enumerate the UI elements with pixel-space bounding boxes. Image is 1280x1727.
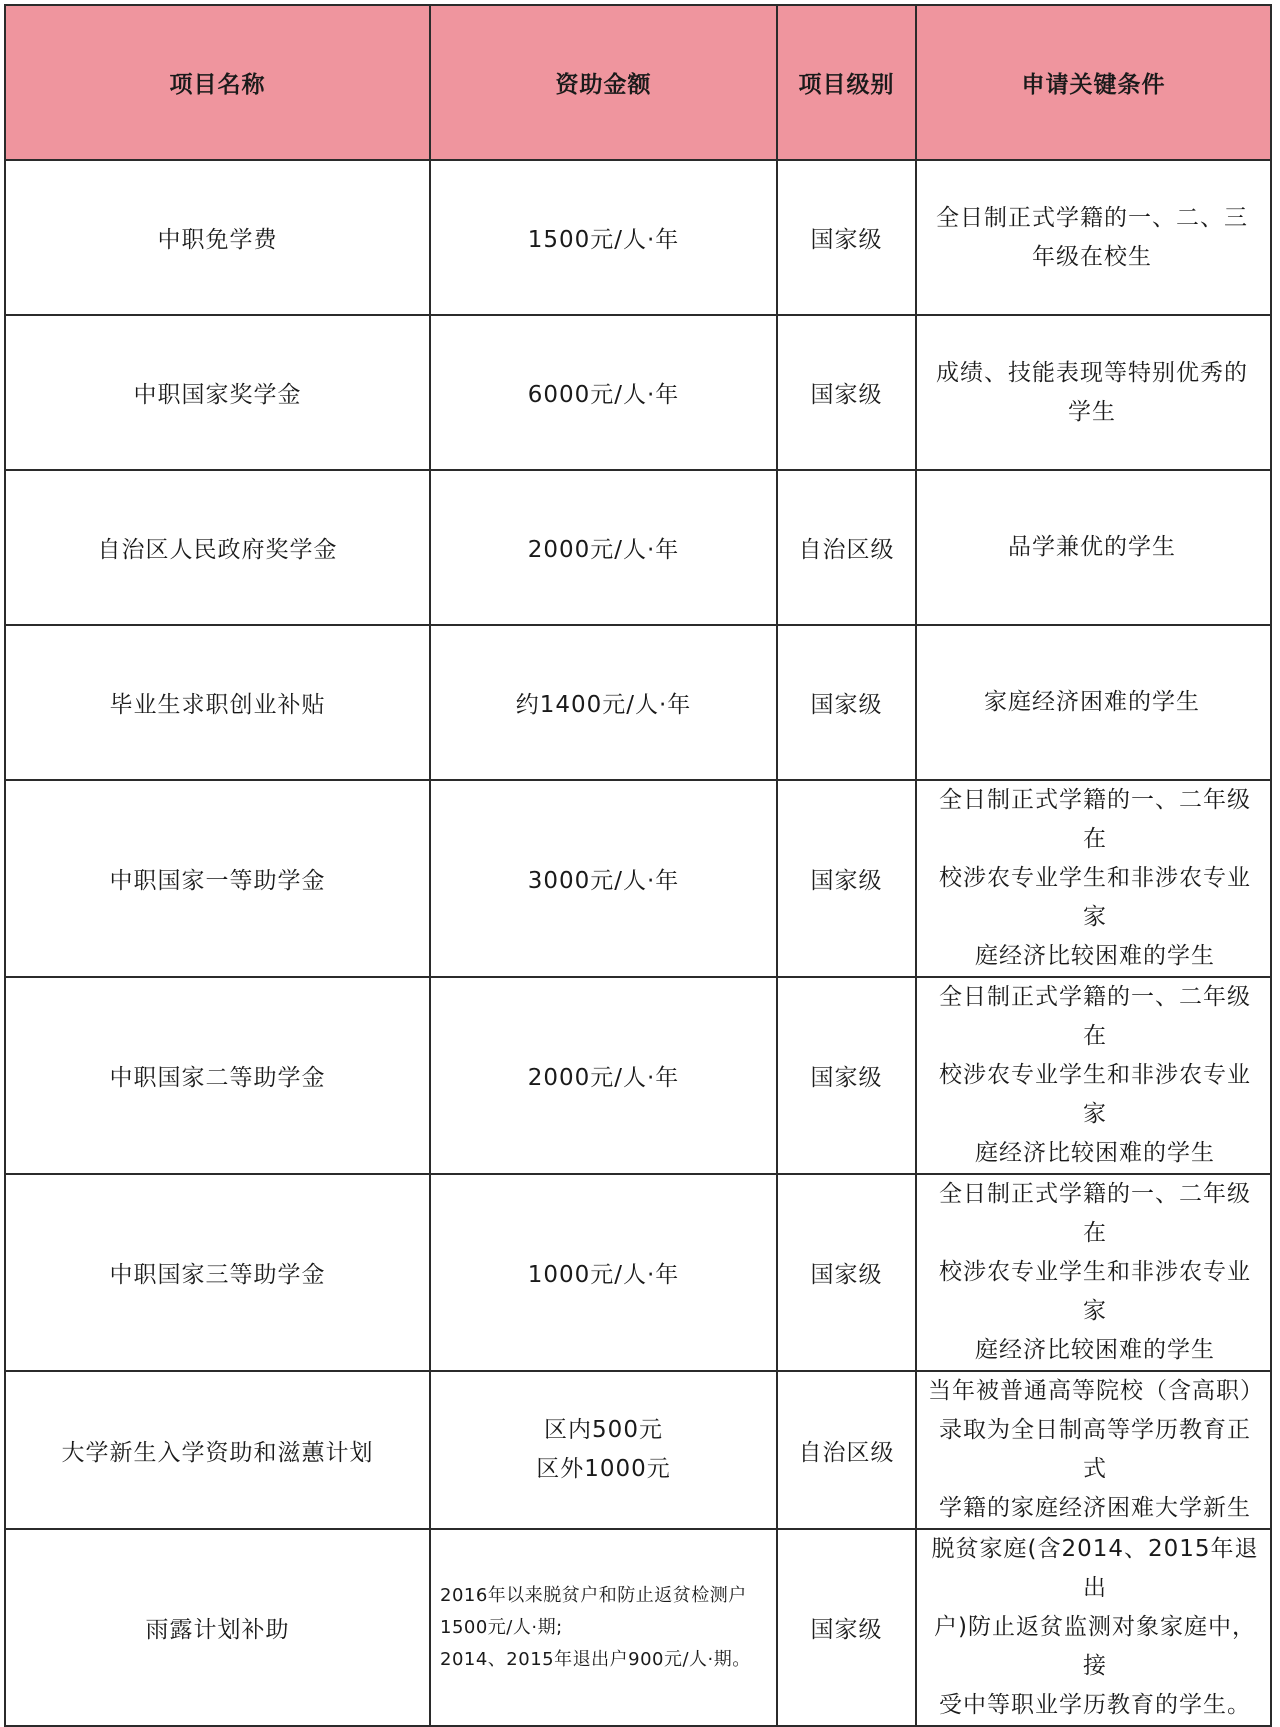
condition-line: 校涉农专业学生和非涉农专业家 xyxy=(939,1259,1251,1324)
amount-cell xyxy=(430,1174,777,1371)
condition-line: 品学兼优的学生 xyxy=(1008,534,1176,560)
amount-line: 2000元/人·年 xyxy=(527,1065,680,1091)
level-cell: 国家级 xyxy=(777,315,916,470)
condition-line: 庭经济比较困难的学生 xyxy=(975,943,1215,969)
amount-cell xyxy=(430,1371,777,1529)
condition-line: 年级在校生 xyxy=(1032,243,1152,270)
header-project-name: 项目名称 xyxy=(5,5,430,160)
amount-cell xyxy=(430,780,777,977)
amount-line: 2014、2015年退出户900元/人·期。 xyxy=(440,1648,751,1670)
condition-line: 家庭经济困难的学生 xyxy=(984,689,1200,715)
condition-line: 成绩、技能表现等特别优秀的 xyxy=(936,359,1248,386)
level-cell: 国家级 xyxy=(777,1529,916,1726)
level-cell: 自治区级 xyxy=(777,470,916,625)
condition-line: 校涉农专业学生和非涉农专业家 xyxy=(939,1062,1251,1127)
project-name-cell: 自治区人民政府奖学金 xyxy=(5,470,430,625)
funding-table xyxy=(4,4,1272,1727)
amount-cell xyxy=(430,1529,777,1726)
table-row xyxy=(5,1174,1271,1371)
amount-line: 3000元/人·年 xyxy=(527,868,680,894)
project-name-cell: 中职国家奖学金 xyxy=(5,315,430,470)
project-name-cell: 大学新生入学资助和滋蕙计划 xyxy=(5,1371,430,1529)
amount-line: 6000元/人·年 xyxy=(527,382,680,408)
header-amount: 资助金额 xyxy=(430,5,777,160)
level-cell: 国家级 xyxy=(777,160,916,315)
level-cell: 自治区级 xyxy=(777,1371,916,1529)
amount-cell xyxy=(430,977,777,1174)
table-row xyxy=(5,160,1271,315)
condition-line: 全日制正式学籍的一、二、三 xyxy=(936,204,1248,231)
condition-cell xyxy=(916,977,1271,1174)
table-row xyxy=(5,625,1271,780)
condition-line: 户)防止返贫监测对象家庭中，接 xyxy=(934,1614,1256,1679)
amount-line: 区内500元 xyxy=(544,1417,663,1443)
header-row xyxy=(5,5,1271,160)
table-row xyxy=(5,977,1271,1174)
amount-line: 1500元/人·期; xyxy=(440,1616,563,1638)
header-condition: 申请关键条件 xyxy=(916,5,1271,160)
header-level: 项目级别 xyxy=(777,5,916,160)
condition-cell xyxy=(916,1529,1271,1726)
condition-cell xyxy=(916,470,1271,625)
condition-cell xyxy=(916,160,1271,315)
condition-line: 校涉农专业学生和非涉农专业家 xyxy=(939,865,1251,930)
condition-cell xyxy=(916,315,1271,470)
table-row xyxy=(5,315,1271,470)
level-cell: 国家级 xyxy=(777,977,916,1174)
condition-line: 庭经济比较困难的学生 xyxy=(975,1337,1215,1363)
project-name-cell: 雨露计划补助 xyxy=(5,1529,430,1726)
table-row xyxy=(5,780,1271,977)
project-name-cell: 毕业生求职创业补贴 xyxy=(5,625,430,780)
condition-cell xyxy=(916,1174,1271,1371)
amount-line: 区外1000元 xyxy=(536,1456,671,1482)
condition-cell xyxy=(916,625,1271,780)
amount-cell xyxy=(430,315,777,470)
condition-line: 受中等职业学历教育的学生。 xyxy=(939,1692,1251,1718)
condition-line: 当年被普通高等院校（含高职） xyxy=(928,1378,1264,1404)
condition-line: 庭经济比较困难的学生 xyxy=(975,1140,1215,1166)
condition-cell xyxy=(916,780,1271,977)
table-row xyxy=(5,1529,1271,1726)
project-name-cell: 中职国家二等助学金 xyxy=(5,977,430,1174)
condition-line: 录取为全日制高等学历教育正式 xyxy=(939,1417,1251,1482)
condition-line: 全日制正式学籍的一、二年级在 xyxy=(939,984,1251,1049)
project-name-cell: 中职国家三等助学金 xyxy=(5,1174,430,1371)
condition-line: 全日制正式学籍的一、二年级在 xyxy=(939,787,1251,852)
amount-line: 1000元/人·年 xyxy=(527,1262,680,1288)
amount-line: 2016年以来脱贫户和防止返贫检测户 xyxy=(440,1584,747,1606)
project-name-cell: 中职免学费 xyxy=(5,160,430,315)
amount-cell xyxy=(430,160,777,315)
condition-line: 全日制正式学籍的一、二年级在 xyxy=(939,1181,1251,1246)
level-cell: 国家级 xyxy=(777,1174,916,1371)
amount-line: 2000元/人·年 xyxy=(527,537,680,563)
level-cell: 国家级 xyxy=(777,625,916,780)
table-row xyxy=(5,470,1271,625)
level-cell: 国家级 xyxy=(777,780,916,977)
amount-cell xyxy=(430,470,777,625)
table-row xyxy=(5,1371,1271,1529)
amount-cell xyxy=(430,625,777,780)
condition-line: 学生 xyxy=(1068,398,1116,425)
condition-line: 脱贫家庭(含2014、2015年退出 xyxy=(931,1536,1259,1601)
amount-line: 约1400元/人·年 xyxy=(515,692,692,718)
project-name-cell: 中职国家一等助学金 xyxy=(5,780,430,977)
condition-cell xyxy=(916,1371,1271,1529)
condition-line: 学籍的家庭经济困难大学新生 xyxy=(939,1495,1251,1521)
amount-line: 1500元/人·年 xyxy=(527,227,680,253)
